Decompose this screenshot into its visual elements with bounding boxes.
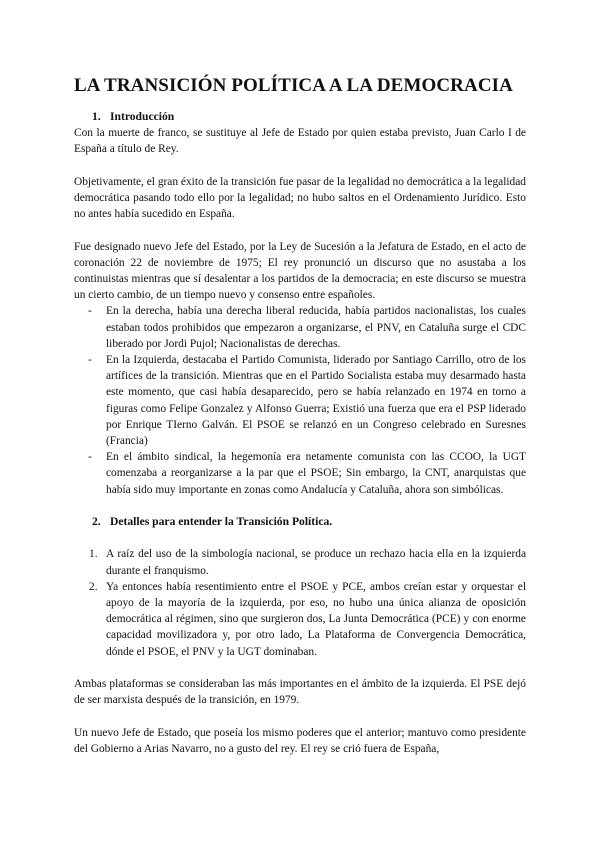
paragraph: Objetivamente, el gran éxito de la transición fue pasar de la legalidad no democrática a la legalidad democrática pasando todo ello por la legalidad; no hubo saltos en el Ordenamiento Jurídico. Esto no antes había sucedido en España. [74,175,526,221]
list-item-text: A raíz del uso de la simbología nacional, se produce un rechazo hacia ella en la izquierda durante el franquismo. [106,548,526,577]
list-item-number: 1. [89,548,98,561]
numbered-list [74,546,526,659]
list-item [74,546,526,578]
list-item-number: 2. [89,580,98,593]
paragraph: Ambas plataformas se consideraban las más importantes en el ámbito de la izquierda. El PSE dejó de ser marxista después de la transición, en 1979. [74,678,526,707]
bullet-list [74,303,526,497]
list-item [74,579,526,660]
document-body [74,109,526,757]
list-item-text: En la derecha, había una derecha liberal reducida, había partidos nacionalistas, los cuales estaban todos prohibidos que empezaron a organizarse, el PNV, en Cataluña surge el CDC liberado por Jordi Pujol; Nacionalistas de derechas. [106,305,526,350]
paragraph: Fue designado nuevo Jefe del Estado, por la Ley de Sucesión a la Jefatura de Estado, en el acto de coronación 22 de noviembre de 1975; El rey pronunció un discurso que no asustaba a los continuistas mientras que sí desalentar a los partidos de la democracia; en este discurso se muestra un cierto cambio, de un tiempo nuevo y consenso entre españoles. [74,240,526,302]
list-item [74,449,526,498]
bullet-marker: - [88,354,92,367]
paragraph: Un nuevo Jefe de Estado, que poseía los mismo poderes que el anterior; mantuvo como presidente del Gobierno a Arias Navarro, no a gusto del rey. El rey se crió fuera de España, [74,726,526,755]
section-1-title: Introducción [110,110,175,123]
section-1-heading [74,109,526,125]
bullet-marker: - [88,305,92,318]
section-2-title: Detalles para entender la Transición Política. [110,515,333,529]
list-item [74,303,526,352]
list-item-text: En el ámbito sindical, la hegemonía era netamente comunista con las CCOO, la UGT comenzaba a reorganizarse a la par que el PSOE; Sin embargo, la CNT, anarquistas que había sido muy importante en zonas como Andalucía y Cataluña, ahora son simbólicas. [106,451,526,496]
section-2-heading [74,514,526,530]
section-2-number: 2. [92,515,101,529]
bullet-marker: - [88,451,92,464]
list-item-text: Ya entonces había resentimiento entre el PSOE y PCE, ambos creían estar y orquestar el apoyo de la mayoría de la izquierda, por eso, no hubo una única alianza de oposición democrática al régimen, sino que surgieron dos, La Junta Democrática (PCE) y con enorme capacidad movilizadora y, por otro lado, La Plataforma de Convergencia Democrática, dónde el PSOE, el PNV y la UGT dominaban. [106,580,526,658]
document-title: LA TRANSICIÓN POLÍTICA A LA DEMOCRACIA [74,75,513,96]
section-1-number: 1. [92,110,101,123]
list-item-text: En la Izquierda, destacaba el Partido Comunista, liderado por Santiago Carrillo, otro de los artífices de la transición. Mientras que en el Partido Socialista estaba muy desarmado hasta este momento, que casi había desaparecido, pero se había relanzado en 1974 en torno a figuras como Felipe Gonzalez y Alfonso Guerra; Existió una fuerza que era el PSP liderado por Enrique TIerno Galván. El PSOE se relanzó en un Congreso celebrado en Suresnes (Francia) [106,354,526,448]
paragraph: Con la muerte de franco, se sustituye al Jefe de Estado por quien estaba previsto, Juan Carlo I de España a título de Rey. [74,127,526,156]
list-item [74,352,526,449]
